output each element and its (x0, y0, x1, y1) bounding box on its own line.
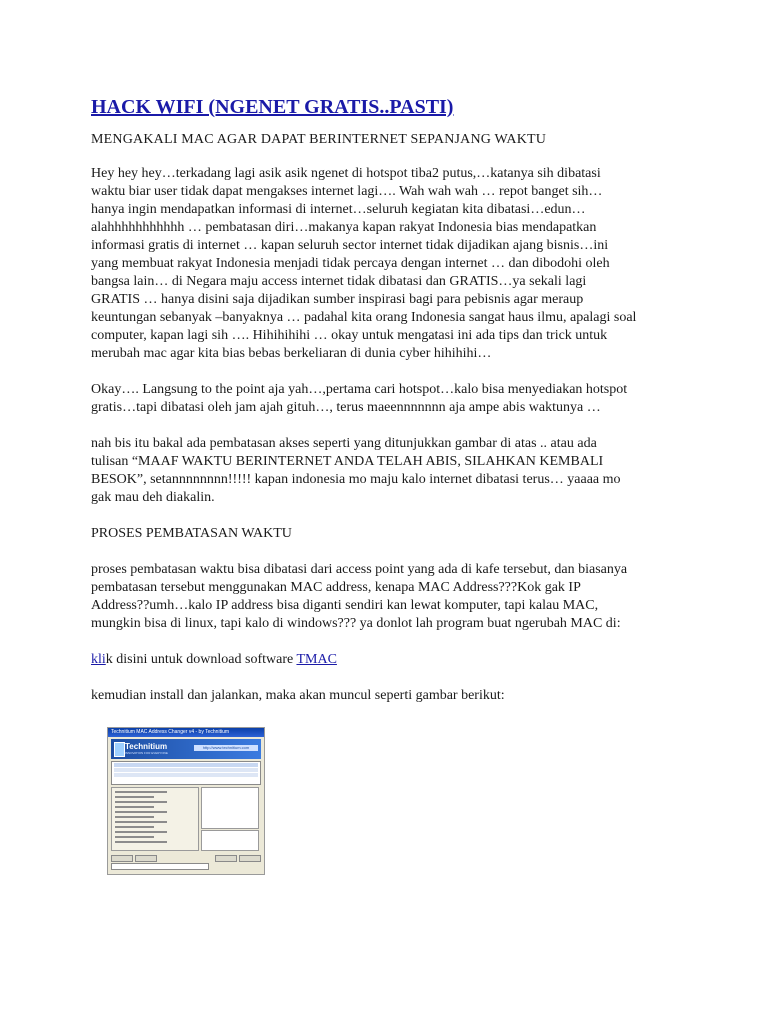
paragraph-okay (91, 381, 681, 417)
text-line: BESOK”, setannnnnnnn!!!!! kapan indonesia mo maju kalo internet dibatasi terus… yaaaa mo (91, 472, 621, 487)
screenshot-banner (111, 739, 261, 759)
tmac-screenshot-image (107, 727, 265, 875)
text-line: bangsa lain… di Negara maju access internet tidak dibatasi dan GRATIS…ya sekali lagi (91, 274, 587, 289)
screenshot-info-panel (111, 787, 199, 851)
screenshot-url: http://www.technitium.com (194, 745, 258, 751)
tmac-link[interactable]: TMAC (296, 652, 337, 667)
screenshot-dns-panel (201, 830, 259, 851)
download-text: disini untuk download software (112, 652, 297, 667)
screenshot-list-row (114, 763, 258, 767)
screenshot-body (111, 787, 261, 851)
screenshot-adapter-list (111, 761, 261, 785)
screenshot-panel-line (115, 841, 167, 843)
text-line: Hey hey hey…terkadang lagi asik asik ngenet di hotspot tiba2 putus,…katanya sih dibatasi (91, 166, 601, 181)
paragraph-install: kemudian install dan jalankan, maka akan muncul seperti gambar berikut: (91, 688, 505, 703)
text-line: gratis…tapi dibatasi oleh jam ajah gituh…, terus maeennnnnnn aja ampe abis waktunya … (91, 400, 601, 415)
text-line: informasi gratis di internet … kapan seluruh sector internet tidak dijadikan ajang bisnis…ini (91, 238, 609, 253)
screenshot-button (215, 855, 237, 862)
screenshot-panel-line (115, 836, 154, 838)
screenshot-logo: Technitium (125, 742, 168, 751)
download-link-tail: k (105, 652, 113, 667)
text-line: yang membuat rakyat Indonesia menjadi tidak percaya dengan internet … dan dibodohi oleh (91, 256, 610, 271)
screenshot-ip-panel (201, 787, 259, 829)
text-line: GRATIS … hanya disini saja dijadikan sumber inspirasi bagi para pebisnis agar meraup (91, 292, 584, 307)
text-line: tulisan “MAAF WAKTU BERINTERNET ANDA TELAH ABIS, SILAHKAN KEMBALI (91, 454, 604, 469)
text-line: waktu biar user tidak dapat mengakses internet lagi…. Wah wah wah … repot banget sih… (91, 184, 603, 199)
screenshot-panel-line (115, 791, 167, 793)
download-line (91, 651, 681, 669)
screenshot-panel-line (115, 796, 154, 798)
screenshot-panel-line (115, 826, 154, 828)
article (91, 95, 681, 723)
article-title[interactable]: HACK WIFI (NGENET GRATIS..PASTI) (91, 96, 454, 118)
screenshot-panel-line (115, 821, 167, 823)
text-line: mungkin bisa di linux, tapi kalo di windows??? ya donlot lah program buat ngerubah MAC di: (91, 616, 621, 631)
text-line: proses pembatasan waktu bisa dibatasi dari access point yang ada di kafe tersebut, dan biasanya (91, 562, 628, 577)
screenshot-footer (111, 853, 261, 871)
section-heading: PROSES PEMBATASAN WAKTU (91, 526, 292, 541)
text-line: alahhhhhhhhhhh … pembatasan diri…makanya kapan rakyat Indonesia bias mendapatkan (91, 220, 597, 235)
screenshot-window-title: Technitium MAC Address Changer v4 - by Technitium (108, 728, 264, 737)
screenshot-panel-line (115, 816, 154, 818)
screenshot-panel-line (115, 801, 167, 803)
text-line: Okay…. Langsung to the point aja yah…,pertama cari hotspot…kalo bisa menyediakan hotspot (91, 382, 628, 397)
screenshot-button (135, 855, 157, 862)
text-line: merubah mac agar kita bias bebas berkeliaran di dunia cyber hihihihi… (91, 346, 492, 361)
text-line: nah bis itu bakal ada pembatasan akses seperti yang ditunjukkan gambar di atas .. atau ada (91, 436, 597, 451)
technitium-logo-icon (114, 742, 125, 757)
paragraph-pembatasan (91, 435, 681, 507)
screenshot-panel-line (115, 831, 167, 833)
screenshot-logo-sub: INNOVATION FOR EVERYONE (125, 751, 168, 755)
screenshot-list-row (114, 773, 258, 777)
text-line: Address??umh…kalo IP address bisa diganti sendiri kan lewat komputer, tapi kalau MAC, (91, 598, 599, 613)
screenshot-button (111, 855, 133, 862)
screenshot-button (239, 855, 261, 862)
screenshot-list-row (114, 768, 258, 772)
text-line: computer, kapan lagi sih …. Hihihihihi … okay untuk mengatasi ini ada tips dan trick untuk (91, 328, 608, 343)
screenshot-panel-line (115, 806, 154, 808)
text-line: hanya ingin mendapatkan informasi di internet…seluruh kegiatan kita dibatasi…edun… (91, 202, 586, 217)
screenshot-mac-field (111, 863, 209, 870)
text-line: pembatasan tersebut menggunakan MAC address, kenapa MAC Address???Kok gak IP (91, 580, 581, 595)
download-link[interactable]: kli (91, 652, 106, 667)
screenshot-panel-line (115, 811, 167, 813)
text-line: keuntungan sebanyak –banyaknya … padahal kita orang Indonesia sangat haus ilmu, apalagi soal (91, 310, 637, 325)
text-line: gak mau deh diakalin. (91, 490, 215, 505)
paragraph-proses (91, 561, 681, 633)
paragraph-intro (91, 165, 681, 363)
article-subtitle: MENGAKALI MAC AGAR DAPAT BERINTERNET SEPANJANG WAKTU (91, 132, 547, 147)
